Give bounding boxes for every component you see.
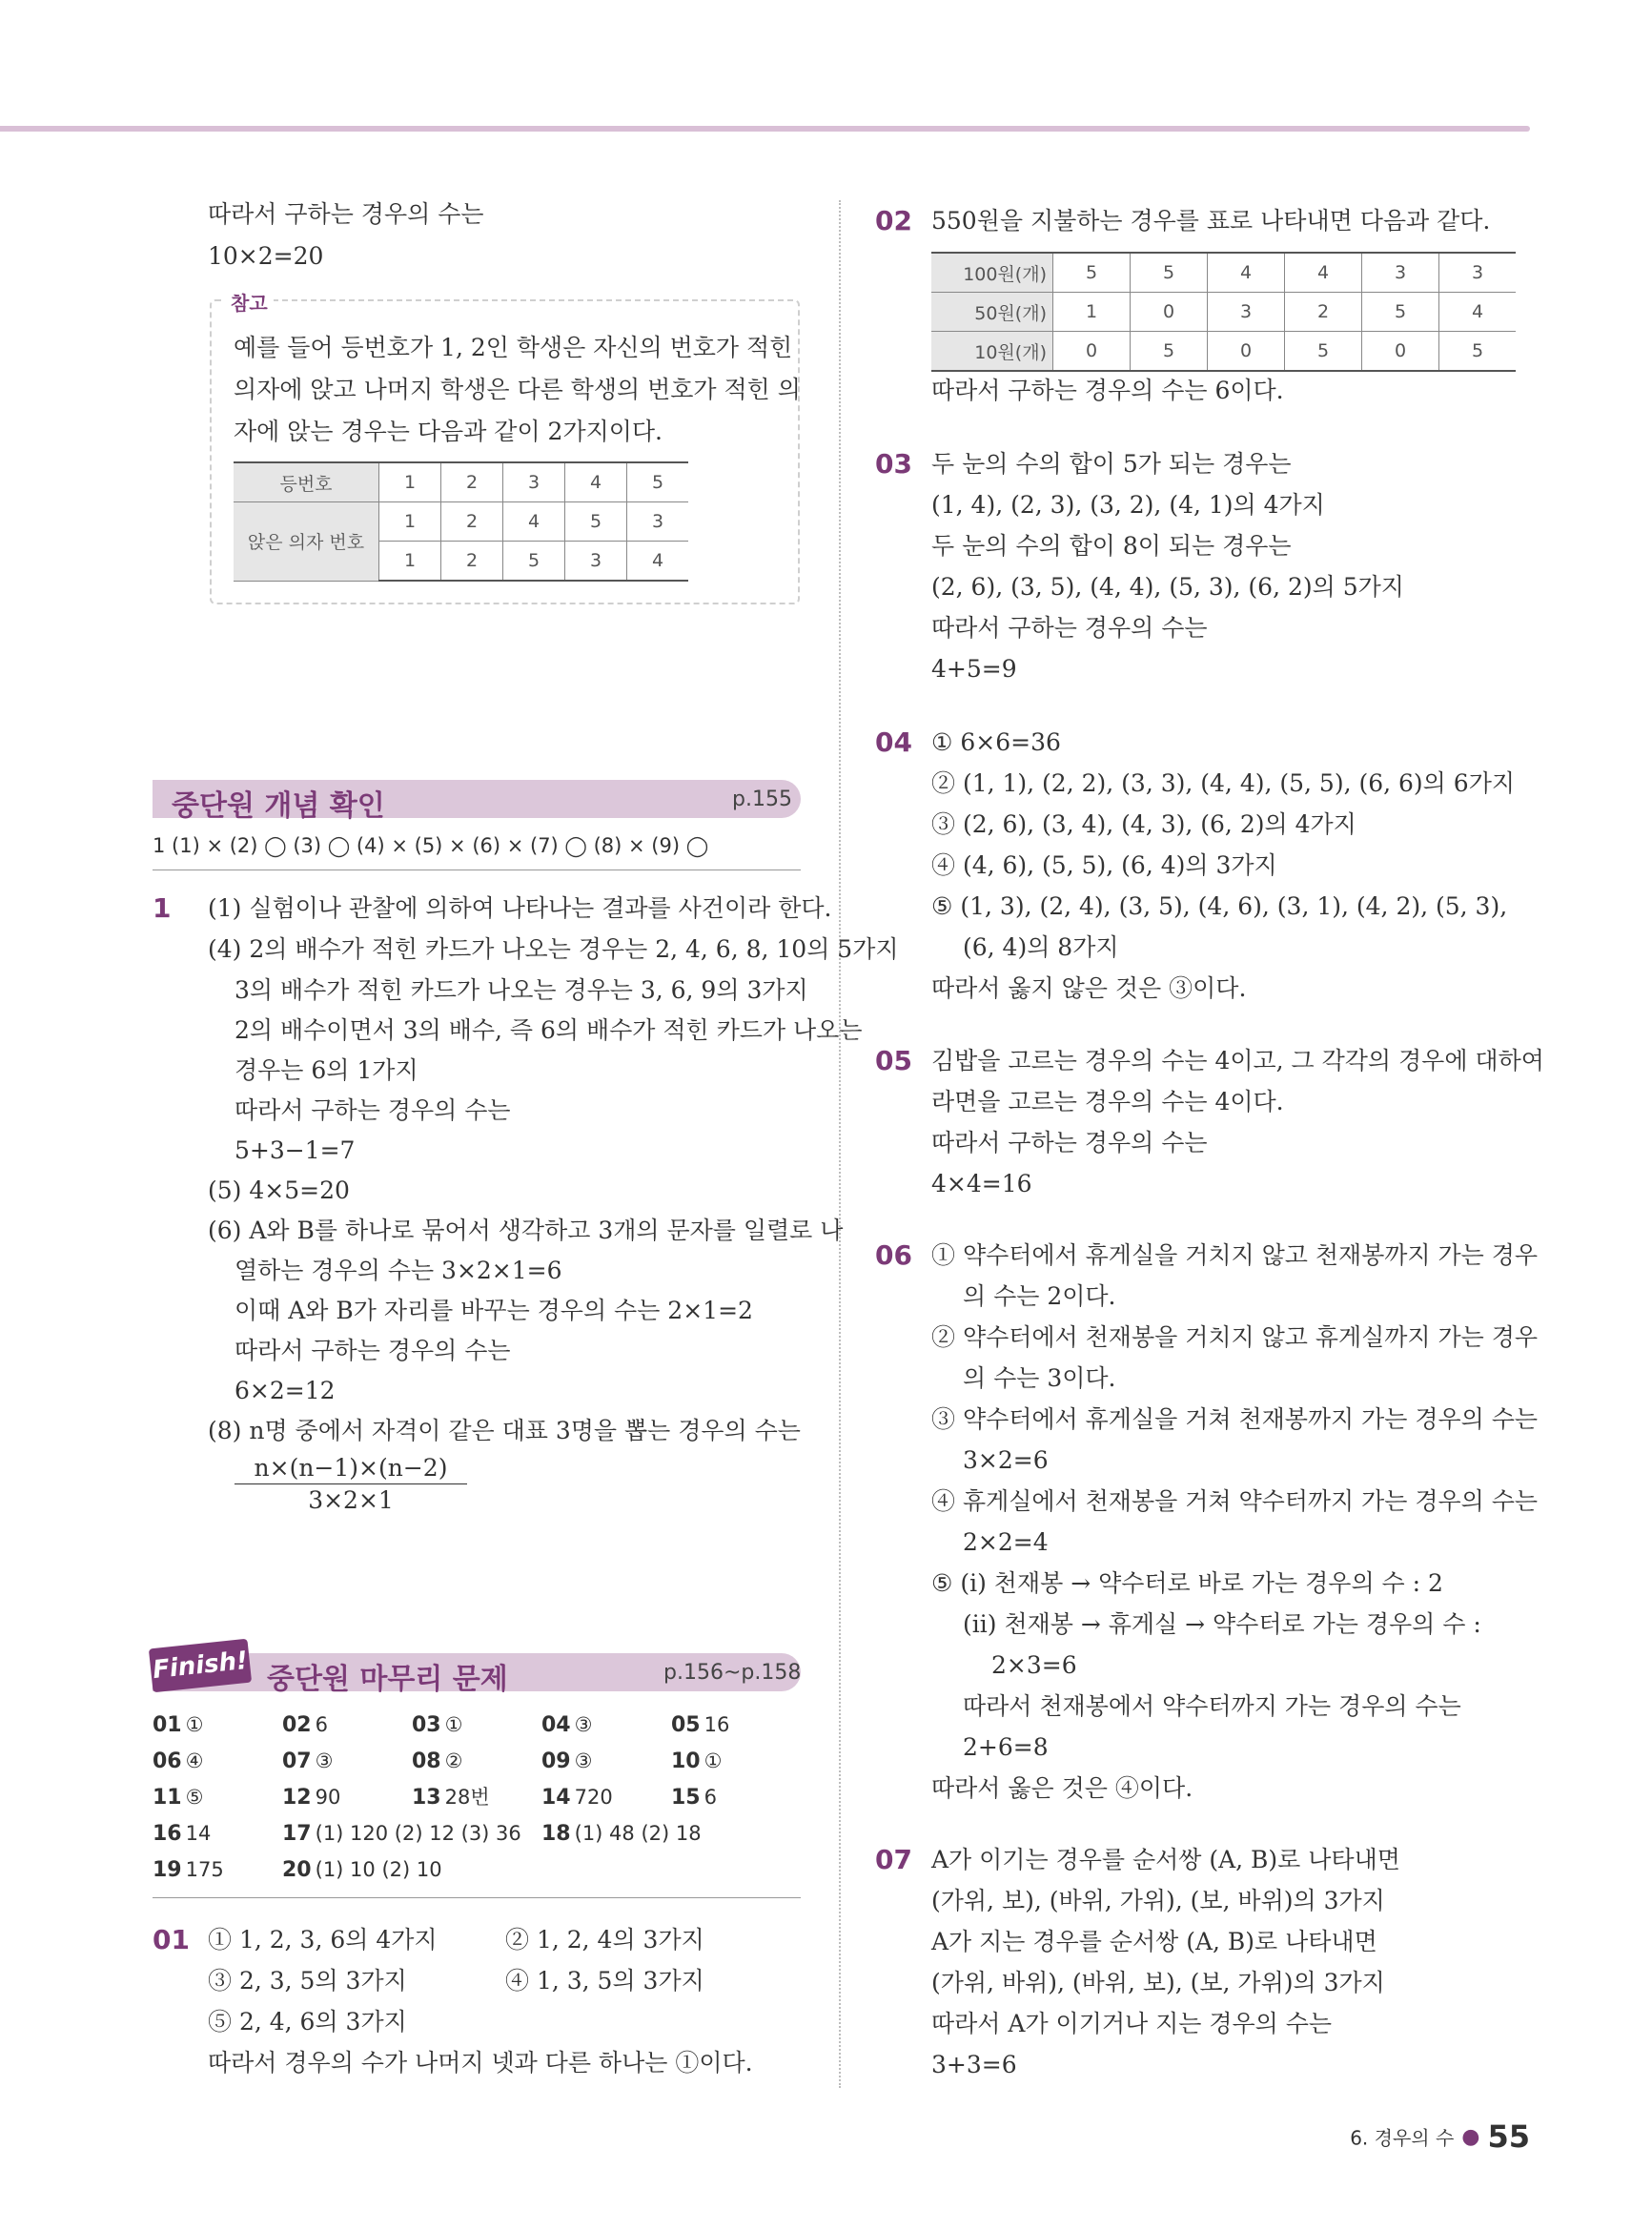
answer-item: 18 (1) 48 (2) 18 — [541, 1822, 702, 1846]
question-number: 02 — [875, 205, 912, 236]
note-line: 자에 앉는 경우는 다음과 같이 2가지이다. — [234, 418, 663, 445]
solution-line: (5) 4×5=20 — [208, 1176, 350, 1204]
table-cell: 0 — [1362, 332, 1439, 372]
table-header: 앉은 의자 번호 — [234, 502, 379, 582]
choice-line: ② 1, 2, 4의 3가지 — [505, 1926, 704, 1954]
solution-line: (가위, 보), (바위, 가위), (보, 바위)의 3가지 — [931, 1887, 1385, 1914]
question-number: 05 — [875, 1045, 912, 1076]
table-cell: 5 — [1131, 253, 1208, 293]
answer-item: 10 ① — [671, 1749, 723, 1773]
solution-line: 따라서 구하는 경우의 수는 — [931, 1129, 1208, 1156]
answer-item: 06 ④ — [153, 1749, 204, 1773]
solution-line: 4+5=9 — [931, 655, 1017, 683]
separator — [153, 1897, 801, 1898]
solution-line: 따라서 구하는 경우의 수는 — [235, 1337, 511, 1364]
solution-line: ② 약수터에서 천재봉을 거치지 않고 휴게실까지 가는 경우 — [931, 1323, 1539, 1351]
page-number: 55 — [1487, 2118, 1530, 2155]
table-cell: 3 — [1362, 253, 1439, 293]
solution-line: 열하는 경우의 수는 3×2×1=6 — [235, 1257, 562, 1284]
column-divider — [839, 200, 841, 2088]
solution-line: (2, 6), (3, 5), (4, 4), (5, 3), (6, 2)의 5가지 — [931, 573, 1404, 601]
solution-line: 550원을 지불하는 경우를 표로 나타내면 다음과 같다. — [931, 207, 1491, 235]
solution-line: 6×2=12 — [235, 1377, 336, 1404]
bullet-icon: ● — [1461, 2124, 1480, 2149]
table-cell: 5 — [627, 462, 689, 502]
answer-item: 11 ⑤ — [153, 1786, 204, 1810]
table-cell: 3 — [503, 462, 565, 502]
solution-line: (6) A와 B를 하나로 묶어서 생각하고 3개의 문자를 일렬로 나 — [208, 1217, 844, 1244]
solution-line: 따라서 천재봉에서 약수터까지 가는 경우의 수는 — [963, 1692, 1461, 1720]
solution-line: 2×3=6 — [991, 1651, 1077, 1679]
table-cell: 4 — [627, 542, 689, 582]
question-number: 06 — [875, 1239, 912, 1271]
solution-line: 의 수는 3이다. — [963, 1364, 1116, 1392]
answer-item: 17 (1) 120 (2) 12 (3) 36 — [282, 1822, 521, 1846]
solution-line: ⑤ (1, 3), (2, 4), (3, 5), (4, 6), (3, 1), (4, 2), (5, 3), — [931, 892, 1508, 920]
solution-line: ④ (4, 6), (5, 5), (6, 4)의 3가지 — [931, 851, 1277, 879]
table-cell: 3 — [627, 502, 689, 542]
question-number: 04 — [875, 726, 912, 758]
conclusion-line: 따라서 구하는 경우의 수는 6이다. — [931, 377, 1284, 404]
finish-badge: Finish! — [149, 1639, 252, 1693]
solution-line: 2의 배수이면서 3의 배수, 즉 6의 배수가 적힌 카드가 나오는 — [235, 1016, 863, 1044]
table-cell: 5 — [1362, 293, 1439, 332]
conclusion-line: 따라서 옳은 것은 ④이다. — [931, 1774, 1193, 1802]
solution-line: ③ (2, 6), (3, 4), (4, 3), (6, 2)의 4가지 — [931, 810, 1356, 838]
table-cell: 5 — [1285, 332, 1362, 372]
solution-line: ⑤ (ⅰ) 천재봉 → 약수터로 바로 가는 경우의 수 : 2 — [931, 1569, 1443, 1597]
solution-line: 3+3=6 — [931, 2051, 1017, 2078]
answer-item: 12 90 — [282, 1786, 341, 1810]
table-cell: 4 — [565, 462, 627, 502]
solution-line: A가 이기는 경우를 순서쌍 (A, B)로 나타내면 — [931, 1846, 1400, 1873]
solution-line: (4) 2의 배수가 적힌 카드가 나오는 경우는 2, 4, 6, 8, 10의 5가지 — [208, 935, 899, 963]
table-cell: 1 — [379, 462, 441, 502]
solution-line: ① 6×6=36 — [931, 728, 1061, 756]
intro-line: 10×2=20 — [208, 242, 324, 270]
solution-line: 따라서 구하는 경우의 수는 — [931, 614, 1208, 642]
solution-line: 3×2=6 — [963, 1446, 1049, 1474]
solution-line: (가위, 바위), (바위, 보), (보, 가위)의 3가지 — [931, 1969, 1385, 1996]
table-cell: 3 — [1439, 253, 1517, 293]
answer-item: 04 ③ — [541, 1713, 593, 1737]
table-cell: 4 — [1439, 293, 1517, 332]
solution-line: (1, 4), (2, 3), (3, 2), (4, 1)의 4가지 — [931, 491, 1325, 519]
table-cell: 2 — [441, 462, 503, 502]
table-cell: 0 — [1131, 293, 1208, 332]
answer-item: 09 ③ — [541, 1749, 593, 1773]
answer-item: 16 14 — [153, 1822, 212, 1846]
answer-item: 19 175 — [153, 1858, 224, 1882]
answer-item: 03 ① — [412, 1713, 463, 1737]
solution-line: 2×2=4 — [963, 1528, 1049, 1556]
solution-line: 따라서 구하는 경우의 수는 — [235, 1096, 511, 1124]
separator — [153, 869, 801, 870]
table-cell: 1 — [379, 542, 441, 582]
conclusion-line: 따라서 경우의 수가 나머지 넷과 다른 하나는 ①이다. — [208, 2049, 753, 2077]
solution-line: ① 약수터에서 휴게실을 거치지 않고 천재봉까지 가는 경우 — [931, 1241, 1539, 1269]
finish-title: 중단원 마무리 문제 — [267, 1663, 508, 1696]
table-cell: 2 — [441, 542, 503, 582]
solution-line: ④ 휴게실에서 천재봉을 거쳐 약수터까지 가는 경우의 수는 — [931, 1487, 1539, 1515]
choice-line: ⑤ 2, 4, 6의 3가지 — [208, 2008, 407, 2036]
question-number: 03 — [875, 448, 912, 480]
fraction-numerator: n×(n−1)×(n−2) — [235, 1453, 467, 1484]
solution-line: 경우는 6의 1가지 — [235, 1056, 418, 1084]
solution-line: 2+6=8 — [963, 1733, 1049, 1761]
solution-line: A가 지는 경우를 순서쌍 (A, B)로 나타내면 — [931, 1928, 1377, 1955]
coin-table — [931, 252, 1516, 372]
question-number: 01 — [153, 1924, 190, 1955]
solution-line: 김밥을 고르는 경우의 수는 4이고, 그 각각의 경우에 대하여 — [931, 1047, 1544, 1074]
table-header: 50원(개) — [931, 293, 1053, 332]
chapter-label: 6. 경우의 수 — [1350, 2126, 1455, 2150]
solution-line: 따라서 A가 이기거나 지는 경우의 수는 — [931, 2010, 1333, 2037]
solution-line: 라면을 고르는 경우의 수는 4이다. — [931, 1088, 1284, 1115]
fraction-denominator: 3×2×1 — [308, 1486, 394, 1514]
note-tag: 참고 — [225, 288, 274, 316]
table-cell: 4 — [503, 502, 565, 542]
solution-line: ② (1, 1), (2, 2), (3, 3), (4, 4), (5, 5), (6, 6)의 6가지 — [931, 769, 1515, 797]
solution-line: (ⅱ) 천재봉 → 휴게실 → 약수터로 가는 경우의 수 : — [963, 1610, 1481, 1638]
table-cell: 3 — [1208, 293, 1285, 332]
table-cell: 0 — [1053, 332, 1131, 372]
concept-title: 중단원 개념 확인 — [172, 789, 385, 823]
solution-line: 5+3−1=7 — [235, 1136, 356, 1164]
solution-line: (8) n명 중에서 자격이 같은 대표 3명을 뽑는 경우의 수는 — [208, 1417, 801, 1444]
question-number: 1 — [153, 892, 172, 924]
seat-table — [234, 461, 688, 582]
top-accent-bar — [0, 126, 1530, 132]
conclusion-line: 따라서 옳지 않은 것은 ③이다. — [931, 974, 1247, 1002]
solution-line: (6, 4)의 8가지 — [963, 933, 1119, 961]
intro-line: 따라서 구하는 경우의 수는 — [208, 200, 484, 228]
solution-line: 이때 A와 B가 자리를 바꾸는 경우의 수는 2×1=2 — [235, 1297, 753, 1324]
table-cell: 2 — [1285, 293, 1362, 332]
table-cell: 0 — [1208, 332, 1285, 372]
table-cell: 5 — [503, 542, 565, 582]
question-number: 07 — [875, 1844, 912, 1875]
solution-line: 4×4=16 — [931, 1170, 1032, 1197]
table-cell: 2 — [441, 502, 503, 542]
table-cell: 5 — [1439, 332, 1517, 372]
table-cell: 4 — [1208, 253, 1285, 293]
solution-line: 두 눈의 수의 합이 5가 되는 경우는 — [931, 450, 1292, 478]
choice-line: ③ 2, 3, 5의 3가지 — [208, 1967, 407, 1995]
table-cell: 1 — [1053, 293, 1131, 332]
table-cell: 5 — [1053, 253, 1131, 293]
table-header: 등번호 — [234, 462, 379, 502]
solution-line: 3의 배수가 적힌 카드가 나오는 경우는 3, 6, 9의 3가지 — [235, 976, 808, 1004]
answer-item: 01 ① — [153, 1713, 204, 1737]
solution-line: (1) 실험이나 관찰에 의하여 나타나는 결과를 사건이라 한다. — [208, 894, 832, 922]
answer-item: 07 ③ — [282, 1749, 334, 1773]
table-cell: 4 — [1285, 253, 1362, 293]
answer-item: 08 ② — [412, 1749, 463, 1773]
table-cell: 5 — [565, 502, 627, 542]
solution-line: ③ 약수터에서 휴게실을 거쳐 천재봉까지 가는 경우의 수는 — [931, 1405, 1539, 1433]
answer-item: 14 720 — [541, 1786, 613, 1810]
answer-item: 13 28번 — [412, 1786, 490, 1810]
answer-item: 20 (1) 10 (2) 10 — [282, 1858, 442, 1882]
page-footer — [1350, 2118, 1530, 2155]
table-cell: 3 — [565, 542, 627, 582]
concept-page: p.155 — [732, 788, 792, 811]
choice-line: ① 1, 2, 3, 6의 4가지 — [208, 1926, 438, 1954]
note-line: 예를 들어 등번호가 1, 2인 학생은 자신의 번호가 적힌 — [234, 334, 793, 361]
solution-line: 두 눈의 수의 합이 8이 되는 경우는 — [931, 532, 1292, 560]
answer-item: 02 6 — [282, 1713, 328, 1737]
table-header: 10원(개) — [931, 332, 1053, 372]
table-header: 100원(개) — [931, 253, 1053, 293]
choice-line: ④ 1, 3, 5의 3가지 — [505, 1967, 704, 1995]
table-cell: 1 — [379, 502, 441, 542]
answer-item: 05 16 — [671, 1713, 730, 1737]
note-line: 의자에 앉고 나머지 학생은 다른 학생의 번호가 적힌 의 — [234, 376, 801, 403]
table-cell: 5 — [1131, 332, 1208, 372]
answer-item: 15 6 — [671, 1786, 717, 1810]
finish-page: p.156~p.158 — [663, 1661, 802, 1685]
solution-line: 의 수는 2이다. — [963, 1282, 1116, 1310]
concept-answers: 1 (1) × (2) ◯ (3) ◯ (4) × (5) × (6) × (7) ◯ (8) × (9) ◯ — [153, 834, 709, 857]
